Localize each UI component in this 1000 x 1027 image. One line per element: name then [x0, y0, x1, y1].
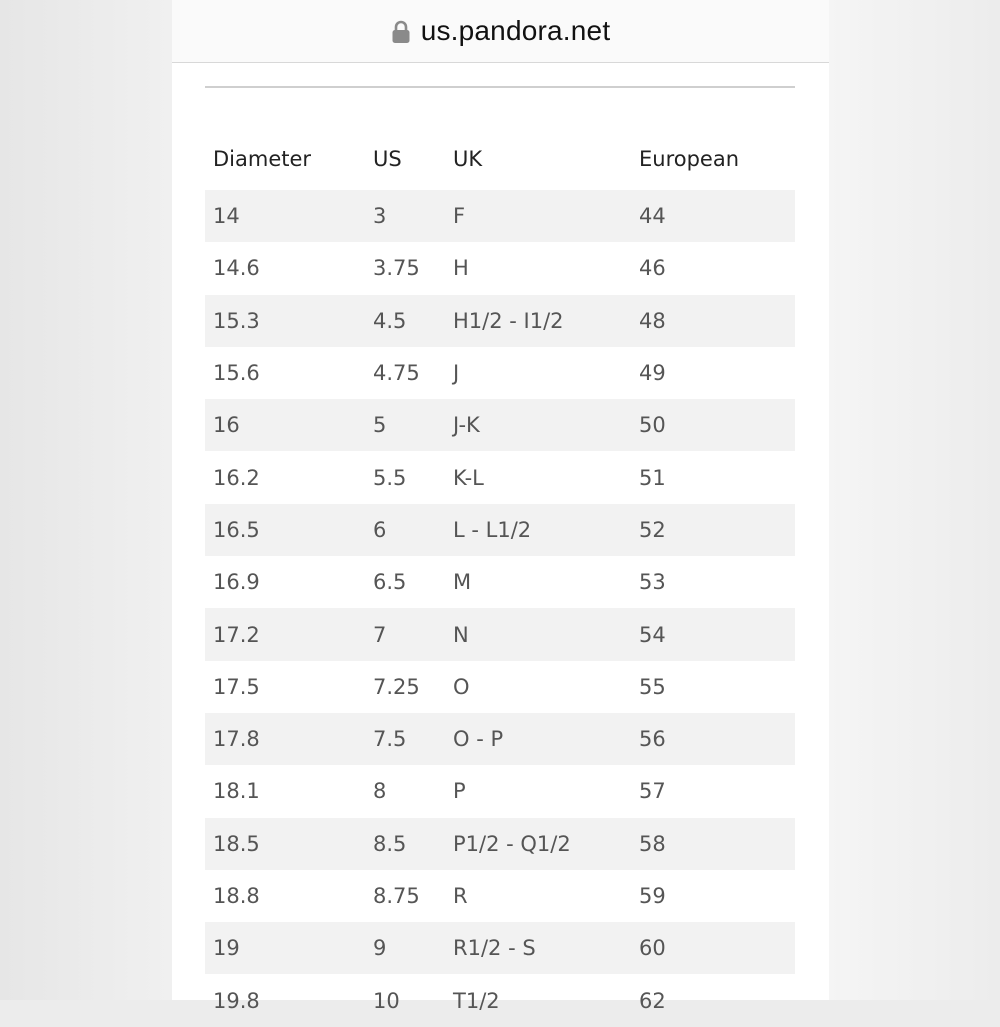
ring-size-table — [205, 128, 795, 1027]
cell-us: 5 — [365, 399, 445, 451]
cell-us: 7.5 — [365, 713, 445, 765]
cell-uk: M — [453, 570, 472, 595]
cell-uk: N — [445, 608, 631, 660]
header-european: European — [639, 147, 740, 171]
cell-diameter: 17.2 — [205, 608, 365, 660]
cell-us: 7.25 — [373, 674, 420, 699]
cell-uk: P1/2 - Q1/2 — [445, 818, 631, 870]
cell-us: 10 — [373, 988, 400, 1013]
cell-us: 9 — [365, 922, 445, 974]
cell-us: 4.5 — [365, 295, 445, 347]
cell-us: 3.75 — [373, 256, 420, 281]
cell-european: 52 — [631, 504, 795, 556]
browser-viewport — [172, 0, 829, 1013]
table-row — [205, 556, 795, 608]
table-row — [205, 661, 795, 713]
cell-diameter: 17.8 — [205, 713, 365, 765]
cell-diameter: 17.5 — [213, 674, 260, 699]
cell-european: 60 — [631, 922, 795, 974]
cell-european: 62 — [639, 988, 666, 1013]
cell-uk: O — [453, 674, 470, 699]
cell-uk: L - L1/2 — [445, 504, 631, 556]
table-row — [205, 347, 795, 399]
cell-us: 3 — [365, 190, 445, 242]
table-row — [205, 870, 795, 922]
cell-european: 54 — [631, 608, 795, 660]
cell-us: 8.75 — [373, 884, 420, 908]
cell-diameter: 18.5 — [205, 818, 365, 870]
table-row — [205, 713, 795, 765]
cell-european: 59 — [639, 884, 666, 908]
cell-uk: H — [453, 256, 469, 281]
lock-icon — [391, 20, 411, 44]
table-row — [205, 451, 795, 503]
cell-european: 49 — [639, 361, 666, 386]
cell-european: 55 — [639, 674, 666, 699]
section-divider — [205, 86, 795, 88]
cell-european: 53 — [639, 570, 666, 595]
table-header-row — [205, 128, 795, 190]
address-bar[interactable] — [172, 0, 829, 63]
cell-diameter: 18.8 — [213, 884, 260, 908]
cell-uk: R1/2 - S — [445, 922, 631, 974]
cell-us: 5.5 — [373, 465, 407, 490]
table-row — [205, 504, 795, 556]
cell-us: 8 — [373, 779, 387, 804]
cell-diameter: 14.6 — [213, 256, 260, 281]
url-text[interactable]: us.pandora.net — [420, 15, 611, 46]
table-row — [205, 922, 795, 974]
cell-diameter: 16.2 — [213, 465, 260, 490]
background-left — [0, 0, 172, 1000]
cell-uk: H1/2 - I1/2 — [445, 295, 631, 347]
cell-diameter: 16.5 — [205, 504, 365, 556]
cell-european: 57 — [639, 779, 666, 804]
cell-uk: T1/2 — [453, 988, 500, 1013]
cell-us: 6 — [365, 504, 445, 556]
cell-diameter: 15.3 — [205, 295, 365, 347]
header-us: US — [373, 147, 402, 171]
cell-european: 44 — [631, 190, 795, 242]
cell-european: 51 — [639, 465, 666, 490]
cell-diameter: 19 — [205, 922, 365, 974]
table-row — [205, 399, 795, 451]
cell-uk: F — [445, 190, 631, 242]
cell-diameter: 14 — [205, 190, 365, 242]
table-row — [205, 190, 795, 242]
cell-us: 8.5 — [365, 818, 445, 870]
cell-us: 7 — [365, 608, 445, 660]
table-row — [205, 242, 795, 294]
cell-european: 58 — [631, 818, 795, 870]
cell-uk: O - P — [445, 713, 631, 765]
table-row — [205, 608, 795, 660]
header-diameter: Diameter — [213, 147, 312, 171]
table-row — [205, 818, 795, 870]
table-row — [205, 974, 795, 1026]
cell-european: 48 — [631, 295, 795, 347]
cell-european: 46 — [639, 256, 666, 281]
cell-diameter: 16 — [205, 399, 365, 451]
header-uk: UK — [453, 147, 483, 171]
cell-diameter: 16.9 — [213, 570, 260, 595]
cell-european: 50 — [631, 399, 795, 451]
cell-uk: J — [453, 361, 460, 386]
table-row — [205, 295, 795, 347]
table-row — [205, 765, 795, 817]
cell-uk: R — [453, 884, 468, 908]
cell-us: 4.75 — [373, 361, 420, 386]
cell-european: 56 — [631, 713, 795, 765]
cell-uk: K-L — [453, 465, 484, 490]
cell-diameter: 18.1 — [213, 779, 260, 804]
cell-diameter: 19.8 — [213, 988, 260, 1013]
background-right — [828, 0, 1000, 1000]
cell-diameter: 15.6 — [213, 361, 260, 386]
cell-uk: J-K — [445, 399, 631, 451]
cell-uk: P — [453, 779, 466, 804]
cell-us: 6.5 — [373, 570, 407, 595]
